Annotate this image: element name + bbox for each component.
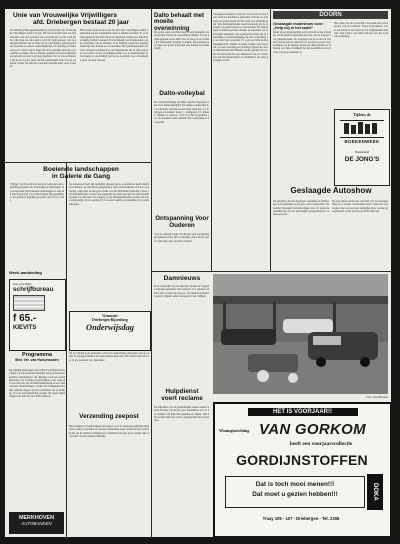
column-rule [270,9,271,271]
schrijfbureau-ad [9,279,66,351]
article-body: Voor de ouderen wordt ook dit jaar weer een middag georganiseerd met film en muziek. Allen die 65 jaar of ouder zijn, zijn van harte welkom. [154,233,209,243]
van-gorkom-ad [213,402,391,537]
ad-logo: BOEKENWEEK [344,139,380,144]
doka-logo: DOKA [367,474,383,510]
section-rule [5,162,151,163]
article-body: Geslaagde modeshow in Doorn. In de zaal van het hotel werd een modeshow gehouden waarvan de opbrengst ten goede kwam aan het werk voor gehandicapten. Vele belangstellenden waren aanwezig om de nieuwste voorjaarscollectie te bewonderen. De mannequins toonden japonnen, mantels en kostuums van plaatselijke winkeliers. De organisatie berustte bij de plaatselijke vrouwenvereniging die met voldoening op de avond kan terugzien. Er werd een flink bedrag bijeengebracht. Tijdens de pauze werden loten verkocht voor een verloting met prachtige prijzen die door de middenstand beschikbaar werden gesteld. De avond werd besloten met een dankwoord van de voorzitster aan alle medewerkers en deelnemers aan deze geslaagde avond. [213,13,268,63]
article-body: De autoshow die het afgelopen weekeinde in Driebergen werd gehouden is een groot succes geworden. Duizenden bezoekers kwamen kijken naar de nieuwste modellen die door de plaatselijke garagebedrijven werden getoond. [273,200,329,217]
damnieuws-title: Damnieuws [163,275,201,282]
article-title-volleybal: Dalto-volleybal [159,90,205,97]
column-rule [66,162,67,537]
ad-text: Driebergen-Rijsenburg [92,318,128,322]
boekenweek-ad [334,109,390,186]
article-body: Op de scholen in de gemeente wordt een onderwijsdag gehouden waarop ouders en belangstellenden de lessen kunnen bijwonen. De scholen zijn van 9 tot 12 uur geopend voor bezoekers. [69,352,149,362]
article-body: De afdeling Driebergen-Rijsenburg van de Unie van Vrouwelijke Vrijwilligers bestaat 20 jaar. Dit feit is herdacht met een bijeenkomst waar de voorzitster een overzicht gaf van het werk dat in al die jaren door de leden is verricht. Vele bewoners van de gemeente hebben van de hulp van de vrijwilligers gebruik gemaakt bij ziekte en andere omstandigheden. De afdeling telt thans een groot aantal actieve leden die zich wekelijks inzetten voor ouderen en zieken. Na de officiele opening werd een koffietafel aangeboden en werd nog lang nagepraat over de vele activiteiten die in de loop der jaren werden ondernomen. Ook voor de toekomst is men van plan het werk met dezelfde inzet voort te zetten. [10,29,76,69]
programma-title [9,353,65,363]
ad-footer: Traay 105 - 107 - Driebergen - Tel. 2308 [262,516,340,521]
ad-text: AUTOBANDEN [21,521,52,526]
ad-banner: HET IS VOORJAAR!! [248,408,358,416]
quote-box [225,476,365,508]
ad-shop-name: DE JONG'S [344,156,380,163]
title-line: Programma [22,352,52,358]
ad-product: GORDIJNSTOFFEN [236,452,368,468]
title-line: afd. Driebergen bestaat 20 jaar [32,19,129,27]
article-body: Het eerste team van Dalto heeft in een spannende wedstrijd met moeite de overwinning behaald. Na een gelijkopgaande eerste helft wist de ploeg in de slotfase het beslissende doelpunt te maken. De toeschouwers zagen een goede partij met veel kansen aan beide zijden. [154,31,209,51]
ad-text: Een prachtige [13,282,32,286]
article-body: Vrijdag 3 april wordt in Galerie de Gang een tentoonstelling geopend van schilderijen en tekeningen. Op de expositie zijn boeiende landschappen te zien die met veel gevoel voor licht en kleur zijn geschilderd. De galerie is dagelijks geopend van 10 tot 17 uur. [10,183,64,203]
gemeente-ad [69,311,151,351]
ad-text: Tijdens de [353,112,371,117]
ad-price: f 65.- [13,313,37,324]
section-rule [151,271,391,272]
ad-product: schrijfbureau [13,286,54,293]
title-line: Hulpdienst [165,388,199,395]
desk-icon [13,295,45,311]
ad-shop: KIEVITS [13,325,37,331]
sidebar-item-title: Geslaagde modeshow voor: „Help mij in het zadel" [273,22,324,31]
autoshow-photo [213,274,388,394]
ad-text: heeft een voorjaarscollectie [289,441,353,447]
ad-text: Gemeente [102,314,118,318]
ad-text: MERKHOVEN [18,515,55,521]
article-body: De kunstenaar heeft zijn opleiding genoten aan de academie en heeft sindsdien in binnen- en buitenland geexposeerd. Zijn werk kenmerkt zich door een rustige compositie en een grote liefde voor het Hollandse landschap. Naast olieverfschilderijen worden ook aquarellen en etsen getoond. De tentoonstelling duurt tot eind april. De toegang is vrij. Belangstellenden worden van harte uitgenodigd om de opening bij te wonen waarbij een inleiding zal worden gehouden. [69,183,149,206]
article-title-ontspanning [154,216,210,229]
autoshow-title: Geslaagde Autoshow [290,186,372,195]
ad-text: Onderwijsdag [86,323,134,332]
column-rule [151,9,152,537]
article-body: Het postkantoor maakt bekend dat zeepost voor de overzeese gebieden tijdig moet worden verzonden. De laatste verzenddata staan vermeld in het overzicht dat aan de loketten verkrijgbaar is. Pakketten moeten goed verpakt zijn en voorzien van een douaneverklaring. [69,425,149,438]
ad-quote: Dat moet u gezien hebben!!! [252,491,338,498]
article-body: De exposanten waren zeer tevreden over de belangstelling en er werden verscheidene auto's verkocht. Ook volgend jaar zal weer een dergelijke show worden georganiseerd op het terrein aan de Hoofdstraat. [332,200,388,213]
article-title-vrijwilligers [13,12,149,26]
article-title-galerie [13,166,149,180]
article-body: Het comite dat de avond had voorbereid kon tevreden zijn over het resultaat. Naast de modeshow was er een loterij en een verkoop van zelfgemaakte artikelen. Ook werd er een film vertoond over het werk van de manege. [334,22,388,39]
title-line: Ouderen [169,221,195,229]
article-title-dalto: Dalto behaalt met moeite overwinning [154,13,205,32]
photo-image [213,274,388,394]
zeepost-title: Verzending zeepost [79,413,139,420]
photo-caption: Foto: Van Bloemen [366,396,388,399]
ad-text: Woninginrichting [219,428,250,433]
week-title: Week-aanbieding [9,270,42,275]
merkhoven-ad [9,512,64,534]
title-line: voert reclame [161,394,203,402]
books-icon [340,120,384,138]
article-body: In de competitie van de damclub werden de volgende uitslagen genoteerd. De koploper won opnieuw en heeft zijn voorsprong vergroot. De bekerwedstrijden worden volgende week voortgezet in het clubhuis. [154,285,209,298]
article-body: De hulpdienst van de gezamenlijke kerken maakt bekend dat men ook dit jaar weer beschikbaar is voor het verlenen van hulp aan bejaarden en zieken. Wie hulp nodig heeft kan contact opnemen met het secretariaat. [154,406,209,423]
title-line: Unie van Vrouwelijke Vrijwilligers [13,12,118,19]
title-line: Ontspanning Voor [155,215,209,222]
title-sub: Bed. Ver. van Huisvrouwen [15,357,59,362]
title-line: Boeiende landschappen [43,166,119,173]
article-body: Onder grote belangstelling werd in het Doornse dorpshuis een modeshow gehouden ten bate van de manege voor gehandicapten. De opbrengst van de avond zal worden besteed aan de aanschaf van een nieuw paard. De leerlingen van de manege gaven een demonstratie en vertelden over hun ervaringen met het paardrijden dat voor hen van grote betekenis is. [273,31,331,54]
sidebar-header: DOORN [273,11,388,19]
ad-brand: VAN GORKOM [259,421,366,438]
article-body: De volleybalafdeling van Dalto speelde afgelopen week twee thuiswedstrijden. De dames wonnen met 3-1 en de heren verloren na een lange strijd met 2-3. Uitslagen en standen: heren 1 - Kampong 2-3, dames 1 - Hellas 3-1, heren 2 - VCU 3-0. Het programma voor de komende week vermeldt drie wedstrijden in de sporthal. [154,101,209,124]
ad-text: Boekhandel [354,150,370,154]
article-body: De afdeling Driebergen van de Bond van Huisvrouwen heeft voor de komende maanden een gevarieerd programma samengesteld. Op dinsdag wordt een lezing gehouden over voeding en gezondheid. Later volgt een excursie naar een bloembollenkwekerij en een demonstratie bloemschikken. Leden en belangstellenden zijn welkom. Opgave bij het secretariaat van de afdeling. Voor de jaarvergadering worden alle leden uitgenodigd in het gebouw aan de Hoofdstraat. [9,369,65,399]
column-rule [211,9,212,271]
newspaper-page [5,9,391,537]
title-line: in Galerie de Gang [51,173,111,181]
ad-quote: Dat is toch mooi menen!!! [255,481,335,488]
article-body: Het bestuur sprak de hoop uit dat zich meer vrijwilligers zullen aanmelden om het toenemende werk te kunnen verdelen. Er werd dank gebracht aan allen die in de afgelopen twintig jaar hun medewerking hebben verleend. Een bloemstuk werd aangeboden aan de oprichtster van de afdeling. In de middag volgde een gezellig samenzijn met muziek en voordrachten. Het gemeentebestuur liet zich vertegenwoordigen door de burgemeester die in zijn toespraak de waarde van het vrijwilligerswerk voor de gemeenschap onderstreepte en de afdeling veel succes toewenste voor de komende jaren van haar bestaan. [80,29,148,62]
hulpdienst-title [154,389,210,403]
